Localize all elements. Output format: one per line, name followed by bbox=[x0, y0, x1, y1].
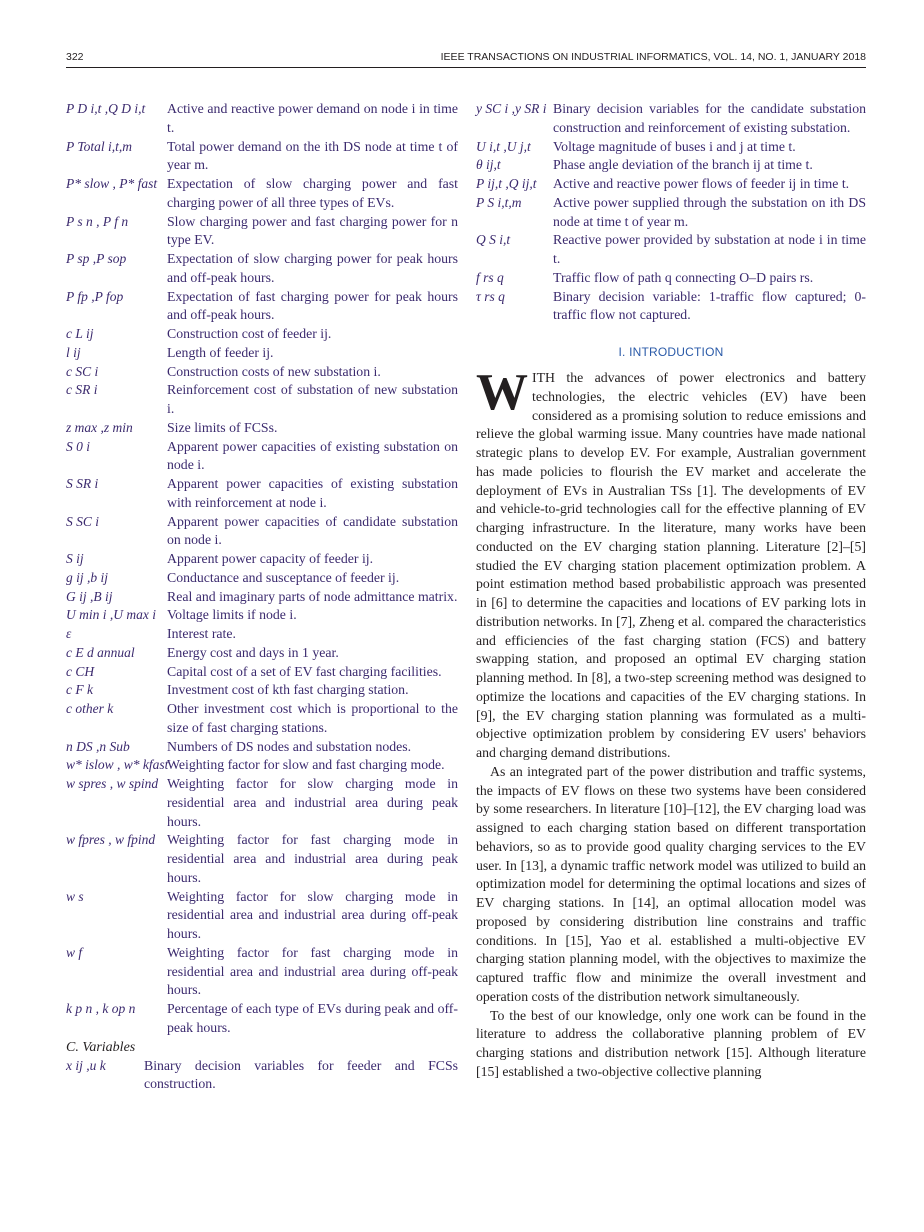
left-column bbox=[66, 100, 458, 1094]
symbol: P ij,t ,Q ij,t bbox=[476, 176, 537, 191]
nomenclature-entry bbox=[476, 100, 866, 138]
symbol: P* slow , P* fast bbox=[66, 176, 158, 191]
symbol: w fpres , w fpind bbox=[66, 832, 156, 848]
journal-title: IEEE TRANSACTIONS ON INDUSTRIAL INFORMATICS, VOL. 14, NO. 1, JANUARY 2018 bbox=[440, 51, 866, 63]
intro-paragraph-1 bbox=[476, 364, 866, 763]
definition: Conductance and susceptance of feeder ij. bbox=[167, 569, 400, 585]
symbol: τ rs q bbox=[476, 288, 505, 304]
definition: Construction costs of new substation i. bbox=[167, 363, 381, 379]
definition: Voltage limits if node i. bbox=[167, 607, 297, 623]
symbol: z max ,z min bbox=[66, 419, 133, 435]
nomenclature-entry bbox=[66, 288, 458, 326]
symbol: P fp ,P fop bbox=[66, 288, 124, 304]
nomenclature-list-continued bbox=[476, 100, 866, 325]
symbol: P sp ,P sop bbox=[66, 251, 127, 266]
symbol: c E d annual bbox=[66, 644, 135, 660]
nomenclature-entry bbox=[66, 625, 458, 644]
nomenclature-entry bbox=[476, 175, 866, 194]
symbol: U min i ,U max i bbox=[66, 607, 156, 623]
nomenclature-entry bbox=[66, 756, 458, 775]
definition: Weighting factor for fast charging mode in residential area and industrial area during peak hours. bbox=[167, 832, 458, 885]
symbol: c F k bbox=[66, 682, 93, 698]
nomenclature-entry bbox=[66, 325, 458, 344]
symbol: c SR i bbox=[66, 382, 98, 398]
nomenclature-entry bbox=[476, 156, 866, 175]
nomenclature-entry bbox=[66, 175, 458, 213]
definition: Interest rate. bbox=[167, 626, 236, 641]
symbol: w* islow , w* kfast bbox=[66, 757, 169, 773]
definition: Expectation of fast charging power for peak hours and off-peak hours. bbox=[167, 288, 458, 323]
nomenclature-entry bbox=[476, 269, 866, 288]
definition: Active and reactive power demand on node i in time t. bbox=[167, 101, 458, 135]
symbol: P D i,t ,Q D i,t bbox=[66, 101, 146, 116]
symbol: P S i,t,m bbox=[476, 194, 522, 210]
nomenclature-entry bbox=[66, 138, 458, 176]
nomenclature-entry bbox=[66, 213, 458, 251]
symbol: w f bbox=[66, 944, 83, 960]
definition: Apparent power capacities of existing substation on node i. bbox=[167, 438, 458, 473]
nomenclature-entry bbox=[66, 1057, 458, 1095]
symbol: G ij ,B ij bbox=[66, 588, 113, 604]
nomenclature-entry bbox=[66, 663, 458, 682]
nomenclature-entry bbox=[66, 381, 458, 419]
definition: Weighting factor for fast charging mode in residential area and industrial area during off-peak hours. bbox=[167, 944, 458, 998]
definition: Size limits of FCSs. bbox=[167, 419, 278, 435]
nomenclature-entry bbox=[66, 606, 458, 625]
nomenclature-entry bbox=[66, 831, 458, 887]
definition: Voltage magnitude of buses i and j at time t. bbox=[553, 138, 796, 154]
symbol: P s n , P f n bbox=[66, 213, 129, 229]
variables-list bbox=[66, 1057, 458, 1095]
symbol: S SR i bbox=[66, 476, 99, 491]
definition: Active power supplied through the substation on ith DS node at time t of year m. bbox=[553, 194, 866, 229]
nomenclature-entry bbox=[66, 475, 458, 513]
nomenclature-entry bbox=[66, 363, 458, 382]
intro-paragraph-2: As an integrated part of the power distribution and traffic systems, the impacts of EV flows on these two systems have been considered by some researchers. In literature [10]–[12], the EV charging load was assigned to each charging station based on different transportation behaviors, so as to provide good quality charging services to the EV user. In [13], a dynamic traffic network model was utilized to build an optimization model for determining the optimal locations and sizes of EV charging stations. In [14], an optimal allocation model was proposed by considering distribution line constrains and traffic conditions. In [15], Yao et al. established a multi-objective EV charging station planning model, with the objectives to maximize the captured traffic flow and minimize the overall investment and operation costs of the distribution network simultaneously. bbox=[476, 763, 866, 1004]
header-rule bbox=[66, 67, 866, 68]
definition: Reinforcement cost of substation of new substation i. bbox=[167, 382, 458, 416]
definition: Real and imaginary parts of node admittance matrix. bbox=[167, 588, 458, 604]
definition: Apparent power capacity of feeder ij. bbox=[167, 551, 374, 566]
nomenclature-entry bbox=[66, 419, 458, 438]
definition: Slow charging power and fast charging power for n type EV. bbox=[167, 213, 458, 248]
nomenclature-entry bbox=[476, 138, 866, 157]
symbol: c other k bbox=[66, 701, 114, 716]
definition: Apparent power capacities of candidate substation on node i. bbox=[167, 513, 458, 548]
nomenclature-entry bbox=[66, 738, 458, 757]
symbol: g ij ,b ij bbox=[66, 569, 109, 585]
definition: Binary decision variables for feeder and FCSs construction. bbox=[144, 1057, 458, 1092]
symbol: S SC i bbox=[66, 513, 100, 529]
symbol: f rs q bbox=[476, 269, 504, 285]
nomenclature-entry bbox=[66, 550, 458, 569]
nomenclature-entry bbox=[476, 288, 866, 326]
definition: Weighting factor for slow charging mode in residential area and industrial area during peak hours. bbox=[167, 776, 458, 829]
symbol: Q S i,t bbox=[476, 232, 511, 248]
definition: Apparent power capacities of existing substation with reinforcement at node i. bbox=[167, 476, 458, 510]
running-header bbox=[66, 51, 866, 65]
nomenclature-entry bbox=[66, 100, 458, 138]
symbol: P Total i,t,m bbox=[66, 138, 133, 154]
variables-heading: C. Variables bbox=[66, 1039, 136, 1055]
nomenclature-entry bbox=[66, 513, 458, 551]
page-number: 322 bbox=[66, 51, 84, 63]
definition: Binary decision variables for the candidate substation construction and reinforcement of existing substation. bbox=[553, 101, 866, 135]
nomenclature-entry bbox=[66, 644, 458, 663]
symbol: ε bbox=[66, 626, 72, 641]
symbol: S ij bbox=[66, 551, 84, 566]
symbol: w s bbox=[66, 888, 84, 904]
nomenclature-entry bbox=[66, 588, 458, 607]
definition: Reactive power provided by substation at node i in time t. bbox=[553, 232, 866, 266]
nomenclature-entry bbox=[66, 944, 458, 1000]
definition: Weighting factor for slow charging mode in residential area and industrial area during off-peak hours. bbox=[167, 888, 458, 941]
dropcap: W bbox=[476, 364, 528, 421]
nomenclature-list bbox=[66, 100, 458, 1038]
definition: Binary decision variable: 1-traffic flow captured; 0-traffic flow not captured. bbox=[553, 288, 866, 323]
definition: Percentage of each type of EVs during peak and off-peak hours. bbox=[167, 1001, 458, 1035]
nomenclature-entry bbox=[66, 700, 458, 738]
definition: Total power demand on the ith DS node at time t of year m. bbox=[167, 138, 458, 173]
right-column bbox=[476, 100, 866, 1082]
nomenclature-entry bbox=[66, 888, 458, 944]
symbol: c SC i bbox=[66, 363, 99, 379]
symbol: c CH bbox=[66, 663, 95, 679]
nomenclature-entry bbox=[66, 569, 458, 588]
definition: Numbers of DS nodes and substation nodes. bbox=[167, 738, 412, 754]
definition: Length of feeder ij. bbox=[167, 344, 274, 360]
definition: Energy cost and days in 1 year. bbox=[167, 644, 339, 660]
definition: Expectation of slow charging power and fast charging power of all three types of EVs. bbox=[167, 176, 458, 210]
nomenclature-entry bbox=[66, 438, 458, 476]
symbol: n DS ,n Sub bbox=[66, 738, 130, 754]
nomenclature-entry bbox=[66, 1000, 458, 1038]
nomenclature-entry bbox=[66, 250, 458, 288]
symbol: θ ij,t bbox=[476, 157, 501, 173]
symbol: y SC i ,y SR i bbox=[476, 101, 547, 116]
symbol: k p n , k op n bbox=[66, 1001, 136, 1016]
nomenclature-entry bbox=[476, 194, 866, 232]
nomenclature-entry bbox=[66, 681, 458, 700]
section-title: I. INTRODUCTION bbox=[618, 345, 724, 359]
intro-p1-text: ITH the advances of power electronics and battery technologies, the electric vehicles (EV) have been considered as a promising solution to reduce emissions and relieve the global warming issue. Many countries have made national strategic plans to develop EV. For example, Australian government has made policies to flourish the EV market and accelerate the deployment of EVs in Australian TSs [1]. The developments of EV and vehicle-to-grid technologies call for the effective planning of EV charging infrastructure. In the literature, many works have been conducted on the EV charging station planning. Literature [2]–[5] studied the EV charging station placement optimization problem. A point estimation method based probabilistic approach was presented in [6] to determine the capacities and locations of EV parking lots in distribution networks. In [7], Zheng et al. compared the characteristics and efficiencies of the fast charging station (FCS) and battery swapping station, and proposed an optimal EV charging station planning method. In [8], a two-step screening method was designed to optimize the locations and capacities of the EV charging stations. In [9], the EV charging station planning was formulated as a multi-objective optimization problem by considering EV users' behaviors and charging demand distributions. bbox=[476, 370, 866, 760]
symbol: U i,t ,U j,t bbox=[476, 138, 531, 154]
definition: Weighting factor for slow and fast charging mode. bbox=[167, 757, 445, 773]
definition: Construction cost of feeder ij. bbox=[167, 326, 332, 341]
symbol: S 0 i bbox=[66, 438, 91, 454]
symbol: w spres , w spind bbox=[66, 776, 159, 791]
symbol: x ij ,u k bbox=[66, 1057, 106, 1073]
definition: Other investment cost which is proportional to the size of fast charging stations. bbox=[167, 701, 458, 735]
symbol: l ij bbox=[66, 344, 81, 360]
nomenclature-entry bbox=[66, 775, 458, 831]
definition: Expectation of slow charging power for peak hours and off-peak hours. bbox=[167, 251, 458, 285]
nomenclature-entry bbox=[66, 344, 458, 363]
symbol: c L ij bbox=[66, 326, 94, 341]
definition: Active and reactive power flows of feeder ij in time t. bbox=[553, 176, 850, 191]
intro-paragraph-3: To the best of our knowledge, only one work can be found in the literature to address the collaborative planning problem of EV charging stations and distribution network [15]. Although literature [15] established a two-objective collective planning bbox=[476, 1007, 866, 1079]
definition: Traffic flow of path q connecting O–D pairs rs. bbox=[553, 269, 814, 285]
definition: Phase angle deviation of the branch ij at time t. bbox=[553, 157, 813, 173]
nomenclature-entry bbox=[476, 231, 866, 269]
definition: Investment cost of kth fast charging station. bbox=[167, 682, 409, 698]
definition: Capital cost of a set of EV fast charging facilities. bbox=[167, 663, 442, 679]
